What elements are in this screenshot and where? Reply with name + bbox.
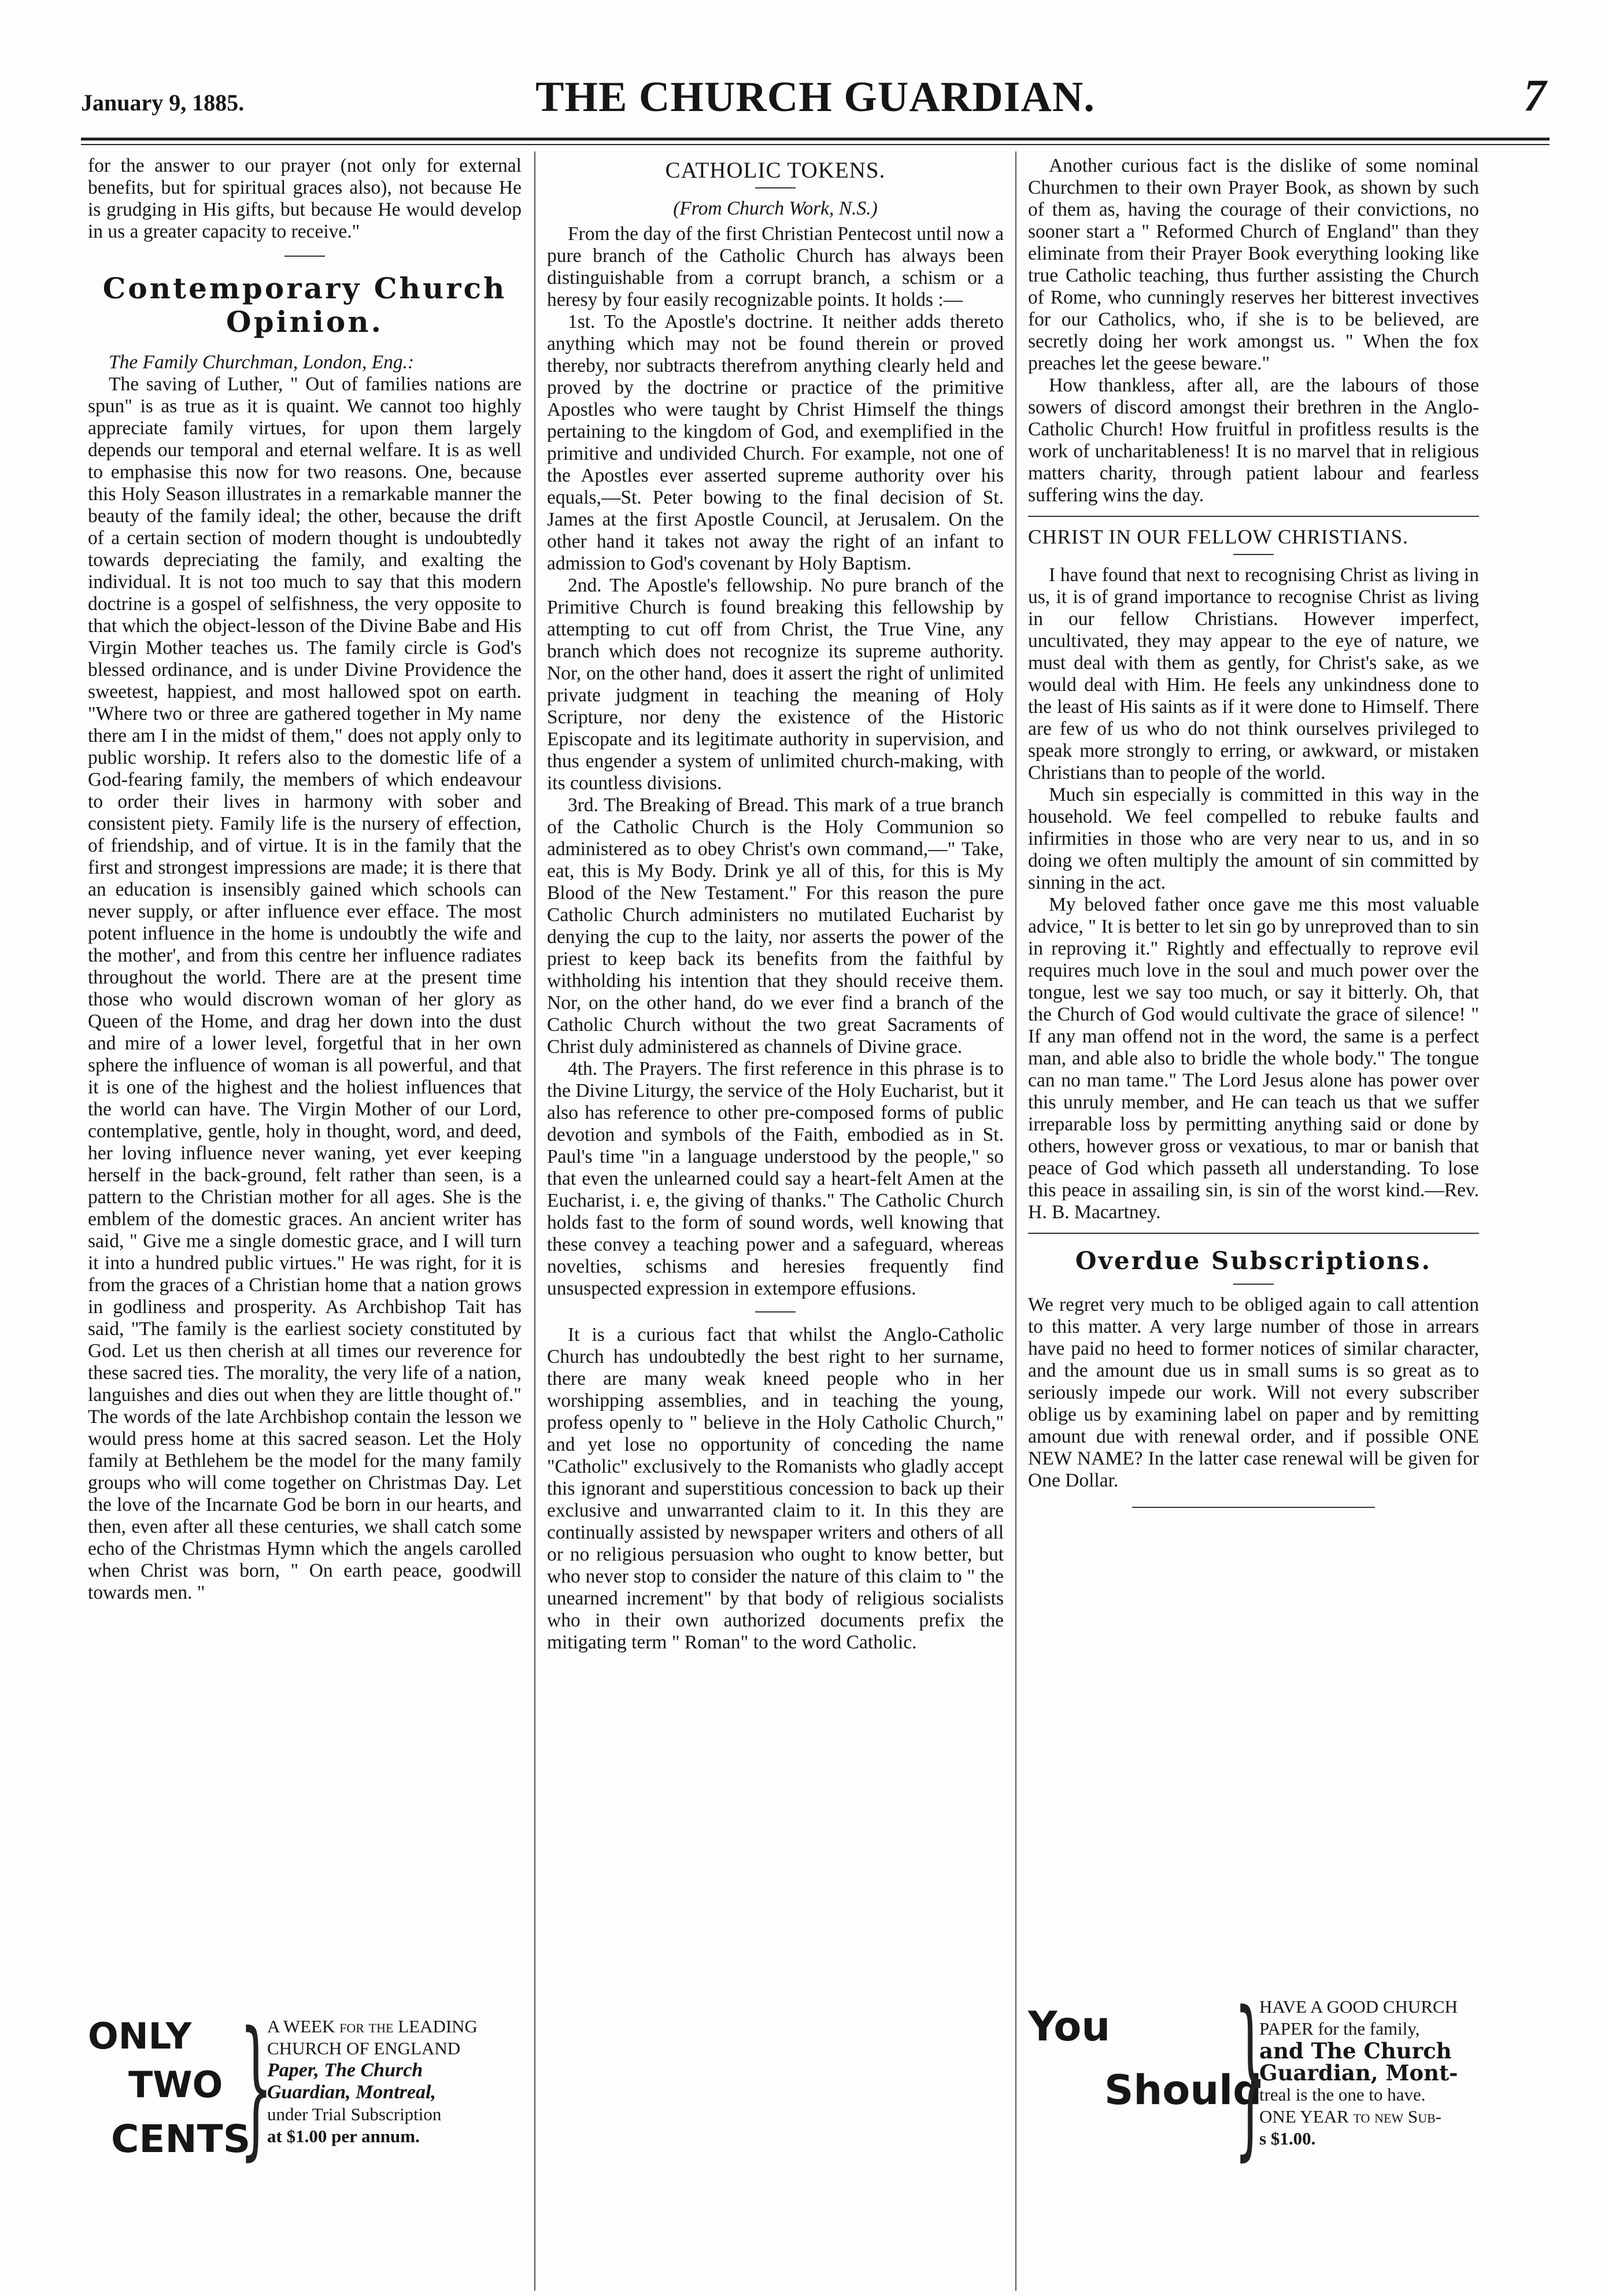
section-heading-christ-in-fellow-christians: CHRIST IN OUR FELLOW CHRISTIANS. (1028, 526, 1408, 548)
article-paragraph: I have found that next to recognising Christ as living in us, it is of grand importance to recognise Christ as living in our fellow Christians. However imperfect, uncultivated, they may appear to the eye of nature, we must deal with them as gently, for Christ's sake, as we would deal with Him. He feels any unkindness done to the least of His saints as if it were done to Himself. There are few of us who do not think ourselves privileged to speak more strongly to erring, or awkward, or mistaken Christians than to people of the world. (1028, 564, 1479, 783)
section-divider (1233, 1284, 1274, 1285)
column-divider-1 (534, 151, 535, 2291)
column-2 (547, 155, 1004, 1654)
ad-line: ONE YEAR to new Sub- (1259, 2106, 1442, 2127)
column-1 (88, 155, 522, 1604)
article-paragraph: 2nd. The Apostle's fellowship. No pure branch of the Primitive Church is found breaking this fellowship by attempting to cut off from Christ, the True Vine, any branch which does not recognize its supreme authority. Nor, on the other hand, does it assert the right of unlimited private judgment in teaching the meaning of Holy Scripture, nor deny the existence of the Historic Episcopate and its legitimate authority in supervision, and thus engender a system of unlimited church-making, with its countless divisions. (547, 575, 1004, 794)
section-divider (1233, 554, 1274, 555)
column-divider-2 (1015, 151, 1016, 2291)
section-heading-catholic-tokens: CATHOLIC TOKENS. (665, 158, 886, 183)
page-header (81, 69, 1550, 139)
issue-date: January 9, 1885. (81, 90, 245, 116)
article-paragraph: Much sin especially is committed in this way in the household. We feel compelled to rebuke faults and infirmities in those who are very near to us, and in so doing we often multiply the amount of sin committed by sinning in the act. (1028, 784, 1479, 893)
ad-line: A WEEK for the LEADING (267, 2016, 478, 2036)
section-divider (1028, 516, 1479, 517)
ad-headline-should: Should (1104, 2066, 1262, 2114)
subscription-ad-you-should (1028, 1975, 1479, 2186)
article-source: The Family Churchman, London, Eng.: (109, 352, 415, 373)
column-3 (1028, 155, 1479, 1517)
ad-line: CHURCH OF ENGLAND (267, 2038, 461, 2058)
masthead-title: THE CHURCH GUARDIAN. (535, 73, 1095, 121)
section-divider (1028, 1233, 1479, 1234)
section-divider (755, 1311, 796, 1312)
article-paragraph: 3rd. The Breaking of Bread. This mark of a true branch of the Catholic Church is the Holy Communion so administered as to obey Christ's own command,—" Take, eat, this is My Body. Drink ye all of this, for this is My Blood of the New Testament." For this reason the pure Catholic Church administers no mutilated Eucharist by denying the cup to the laity, nor asserts the power of the priest to keep back its benefits from the faithful by withholding his intention that they should receive them. Nor, on the other hand, do we ever find a branch of the Catholic Church without the two great Sacraments of Christ duly administered as channels of Divine grace. (547, 794, 1004, 1058)
ad-headline-two: TWO (128, 2064, 223, 2106)
article-source: (From Church Work, N.S.) (673, 198, 878, 219)
section-divider (284, 256, 325, 257)
article-paragraph: The saving of Luther, " Out of families nations are spun" is as true as it is quaint. We cannot too highly appreciate family virtues, for upon them largely depends our temporal and eternal welfare. It is as well to emphasise this now for two reasons. One, because this Holy Season illustrates in a remarkable manner the beauty of the family ideal; the other, because the drift of a certain section of modern thought is undoubtedly towards depreciating the family, and exalting the individual. It is not too much to say that this modern doctrine is a gospel of selfishness, the very opposite to that which the object-lesson of the Divine Babe and His Virgin Mother teaches us. The family circle is God's blessed ordinance, and is under Divine Providence the sweetest, happiest, and most hallowed spot on earth. "Where two or three are gathered together in My name there am I in the midst of them," does not apply only to public worship. It refers also to the domestic life of a God-fearing family, the members of which endeavour to order their lives in harmony with sober and consistent piety. Family life is the nursery of effection, of friendship, and of virtue. It is in the family that the first and strongest impressions are made; it is there that an education is insensibly gained which schools can never supply, or after influence ever efface. The most potent influence in the home is undoubtly the wife and the mother', and from this centre her influence radiates throughout the world. There are at the present time those who would discrown woman of her glory as Queen of the Home, and drag her down into the dust and mire of a lower level, forgetful that in her own sphere the influence of woman is all powerful, and that it is one of the highest and the holiest influences that the world can have. The Virgin Mother of our Lord, contemplative, gentle, holy in thought, word, and deed, her loving influence never waning, yet ever keeping herself in the back-ground, felt rather than seen, is a pattern to the Christian mother for all ages. She is the emblem of the domestic graces. An ancient writer has said, " Give me a single domestic grace, and I will turn it into a hundred public virtues." He was right, for it is from the graces of a Christian home that a nation grows in godliness and prosperity. As Archbishop Tait has said, "The family is the earliest society constituted by God. Let us then cherish at all times our reverence for these sacred ties. The morality, the very life of a nation, languishes and dies out when they are little thought of." The words of the late Archbishop contain the lesson we would press home at this sacred season. Let the Holy family at Bethlehem be the model for the many family groups who will come together on Christmas Day. Let the love of the Incarnate God be born in our hearts, and then, even after all these centuries, we shall catch some echo of the Christmas Hymn which the angels carolled when Christ was born, " On earth peace, goodwill towards men. " (88, 374, 522, 1603)
ad-brace: } (239, 2000, 273, 2175)
article-paragraph: My beloved father once gave me this most valuable advice, " It is better to let sin go by unreproved than to sin in reproving it." Rightly and effectually to reprove evil requires much love in the soul and much power over the tongue, lest we say too much, or say it bitterly. Oh, that the Church of God would cultivate the grace of silence! " If any man offend not in the word, the same is a perfect man, and able also to bridle the whole body." The tongue can no man tame." The Lord Jesus alone has power over this unruly member, and He can teach us that we suffer irreparable loss by permitting anything said or done by others, however gross or vexatious, to mar or banish that peace of God which passeth all understanding. To lose this peace in assailing sin, is sin of the worst kind.—Rev. H. B. Macartney. (1028, 894, 1479, 1223)
header-rule-thick (81, 138, 1550, 141)
notice-paragraph: We regret very much to be obliged again to call attention to this matter. A very large number of those in arrears have paid no heed to former notices of similar character, and the amount due us in small sums is so great as to seriously impede our work. Will not every subscriber oblige us by examining label on paper and by remitting amount due with renewal order, and if possible ONE NEW NAME? In the latter case renewal will be given for One Dollar. (1028, 1294, 1479, 1491)
article-paragraph: Another curious fact is the dislike of some nominal Churchmen to their own Prayer Book, as shown by such of them as, having the courage of their convictions, no sooner start a " Reformed Church of England" than they eliminate from their Prayer Book everything looking like true Catholic teaching, thus further assisting the Church of Rome, who cunningly reserves her bitterest invectives for our Catholics, who, if she is to be believed, are secretly doing her work amongst us. " When the fox preaches let the geese beware." (1028, 155, 1479, 374)
article-paragraph: How thankless, after all, are the labours of those sowers of discord amongst their brethren in the Anglo-Catholic Church! How fruitful in profitless results is the work of uncharitableness! It is no marvel that in religious matters charity, through patient labour and fearless suffering wins the day. (1028, 375, 1479, 506)
ad-line: under Trial Subscription (267, 2104, 442, 2124)
continued-text: for the answer to our prayer (not only for external benefits, but for spiritual graces also), not because He is grudging in His gifts, but because He would develop in us a greater capacity to receive." (88, 155, 522, 242)
ad-line: and The Church (1259, 2038, 1452, 2064)
section-divider (1132, 1507, 1375, 1508)
ad-line: treal is the one to have. (1259, 2084, 1426, 2105)
section-heading-overdue-subscriptions: Overdue Subscriptions. (1075, 1247, 1432, 1275)
article-paragraph: 1st. To the Apostle's doctrine. It neither adds thereto anything which may not be found therein or proved thereby, nor subtracts therefrom anything clearly held and proved by the doctrine or practice of the primitive Apostles who were taught by Christ Himself the things pertaining to the kingdom of God, and exemplified in the primitive and undivided Church. For example, not one of the Apostles ever asserted supreme authority over his equals,—St. Peter bowing to the final decision of St. James at the first Apostle Council, at Jerusalem. On the other hand it takes not away the right of an infant to admission to God's covenant by Holy Baptism. (547, 311, 1004, 574)
ad-copy (1259, 1996, 1479, 2150)
ad-line: Guardian, Montreal, (267, 2081, 436, 2103)
ad-headline-cents: CENTS (111, 2117, 251, 2161)
ad-line: at $1.00 per annum. (267, 2126, 420, 2146)
header-rule-thin (81, 144, 1550, 145)
ad-headline-you: You (1028, 2003, 1111, 2050)
article-paragraph: 4th. The Prayers. The first reference in this phrase is to the Divine Liturgy, the service of the Holy Eucharist, but it also has reference to other pre-composed forms of public devotion and symbols of the Faith, embodied as in St. Paul's time "in a language understood by the people," so that even the unlearned could say a heart-felt Amen at the Eucharist, i. e, the giving of thanks." The Catholic Church holds fast to the form of sound words, well knowing that these convey a teaching power and a safeguard, whereas novelties, schisms and heresies frequently find unsuspected expression in extempore effusions. (547, 1058, 1004, 1299)
ad-brace: } (1234, 1975, 1267, 2176)
ad-line: PAPER for the family, (1259, 2018, 1420, 2039)
ad-line: Guardian, Mont- (1259, 2060, 1458, 2086)
section-heading-contemporary-opinion: Contemporary Church Opinion. (102, 271, 507, 339)
ad-line: HAVE A GOOD CHURCH (1259, 1996, 1458, 2017)
page-number: 7 (1524, 70, 1546, 120)
subscription-ad-only-two-cents (88, 2000, 527, 2197)
ad-headline-only: ONLY (88, 2015, 192, 2057)
ad-line: s $1.00. (1259, 2128, 1316, 2149)
section-divider (755, 187, 796, 188)
article-paragraph: It is a curious fact that whilst the Anglo-Catholic Church has undoubtedly the best right to her surname, there are many weak kneed people who in her worshipping assemblies, and in teaching the young, profess openly to " believe in the Holy Catholic Church," and yet lose no opportunity of conceding the name "Catholic" exclusively to the Romanists who gladly accept this ignorant and superstitious concession to back up their exclusive and unwarranted claim to it. In this they are continually assisted by newspaper writers and others of all or no religious persuasion who ought to know better, but who never stop to consider the nature of this claim to " the unearned increment" by that body of religious socialists who in their own authorized documents prefix the mitigating term " Roman" to the word Catholic. (547, 1324, 1004, 1653)
ad-copy (267, 2016, 527, 2147)
article-paragraph: From the day of the first Christian Pentecost until now a pure branch of the Catholic Church has always been distinguishable from a corrupt branch, a schism or a heresy by four easily recognizable points. It holds :— (547, 223, 1004, 310)
ad-line: Paper, The Church (267, 2060, 423, 2081)
